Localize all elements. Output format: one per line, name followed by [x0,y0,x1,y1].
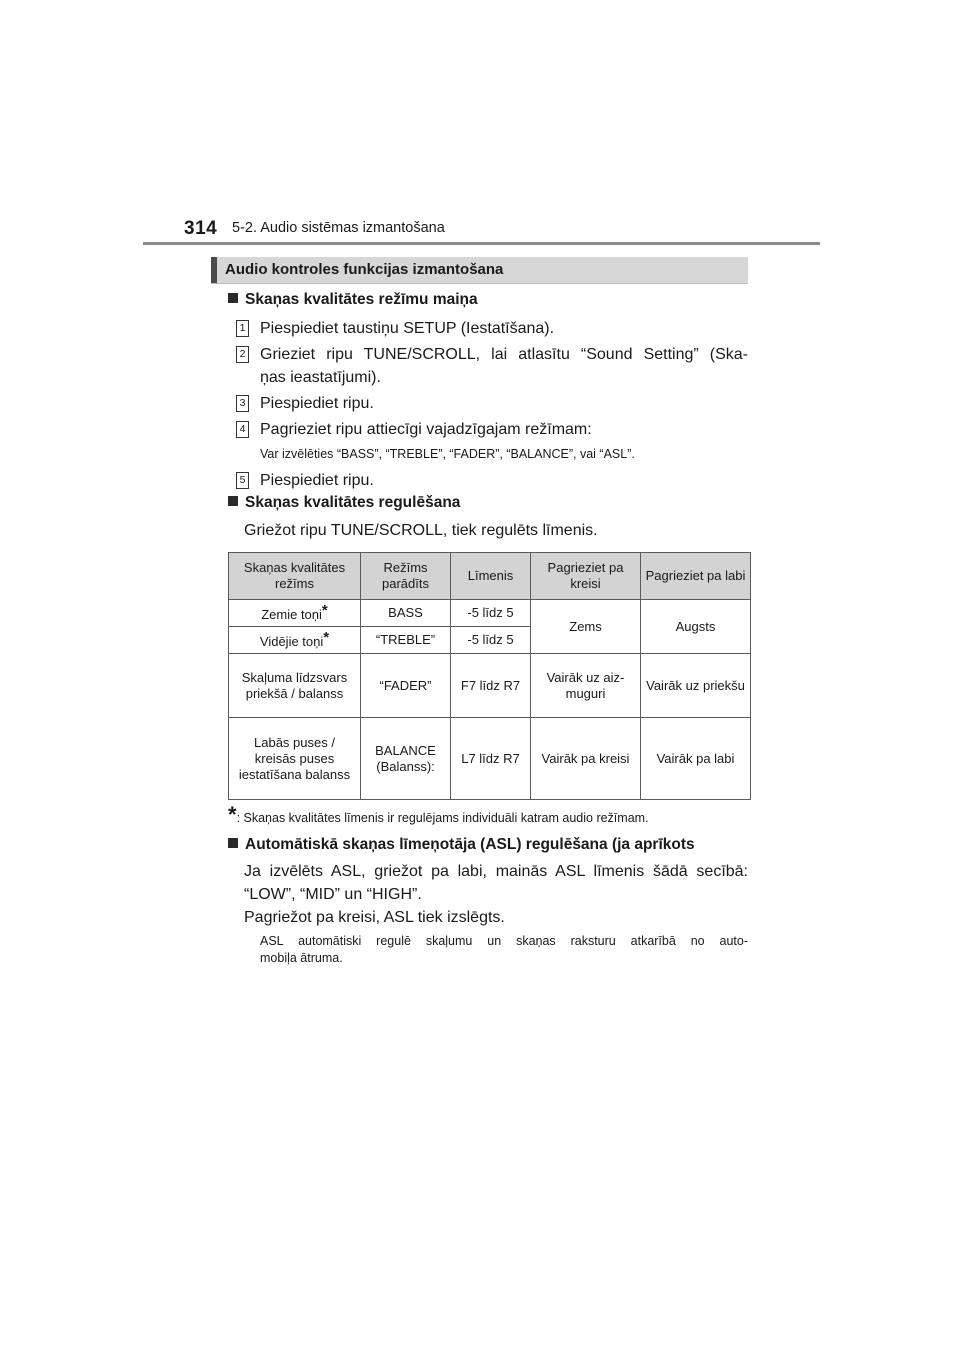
asl-note-line2: mobiļa ātruma. [260,951,343,965]
table-footnote [228,802,649,827]
asl-heading-text: Automātiskā skaņas līmeņotāja (ASL) regulēšana (ja aprīkots [245,836,695,853]
sound-mode-heading [228,291,478,309]
step-number-5: 5 [236,472,249,489]
cell-display: BALANCE (Balanss): [361,718,451,800]
asl-text-line1: Ja izvēlēts ASL, griežot pa labi, mainās ASL līmenis šādā secībā: [244,863,748,880]
adjust-heading-text: Skaņas kvalitātes regulēšana [245,494,461,511]
step-4-text: Pagrieziet ripu attiecīgi vajadzīgajam režīmam: [260,421,592,438]
cell-right: Vairāk pa labi [641,718,751,800]
cell-left: Vairāk uz aiz-muguri [531,654,641,718]
cell-right: Augsts [641,600,751,654]
square-bullet-icon [228,496,238,506]
table-header-row [229,553,751,600]
step-1-text: Piespiediet taustiņu SETUP (Iestatīšana). [260,320,555,337]
running-head: 5-2. Audio sistēmas izmantošana [232,220,445,236]
header-turn-left: Pagrieziet pa kreisi [531,553,641,600]
cell-level: F7 līdz R7 [451,654,531,718]
step-number-3: 3 [236,395,249,412]
section-title-bar [211,257,748,284]
cell-mode: Skaļuma līdzsvars priekšā / balanss [229,654,361,718]
cell-left: Vairāk pa kreisi [531,718,641,800]
header-level: Līmenis [451,553,531,600]
cell-left: Zems [531,600,641,654]
asl-note-line1: ASL automātiski regulē skaļumu un skaņas raksturu atkarībā no auto- [260,934,748,948]
footnote-star: * [323,629,330,646]
table-row [229,718,751,800]
step-number-2: 2 [236,346,249,363]
cell-right: Vairāk uz priekšu [641,654,751,718]
footnote-star: * [321,602,328,619]
mode-options-note: Var izvēlēties “BASS”, “TREBLE”, “FADER”, “BALANCE”, vai “ASL”. [260,447,635,461]
step-5-text: Piespiediet ripu. [260,472,374,489]
header-turn-right: Pagrieziet pa labi [641,553,751,600]
asl-text-line3: Pagriežot pa kreisi, ASL tiek izslēgts. [244,909,505,926]
step-2-text-line2: ņas ieastatījumi). [260,369,381,386]
section-title-accent [211,257,217,283]
page-number: 314 [184,218,218,239]
adjust-heading [228,494,460,512]
cell-display: BASS [361,600,451,627]
step-number-4: 4 [236,421,249,438]
header-rule [143,242,820,245]
cell-display: “TREBLE” [361,627,451,654]
cell-display: “FADER” [361,654,451,718]
sound-settings-table [228,552,751,800]
cell-mode: Vidējie toņi* [229,627,361,654]
cell-mode: Zemie toņi* [229,600,361,627]
step-3-text: Piespiediet ripu. [260,395,374,412]
square-bullet-icon [228,293,238,303]
step-2-text-line1: Grieziet ripu TUNE/SCROLL, lai atlasītu “Sound Setting” (Ska- [260,346,748,363]
table-row [229,600,751,627]
adjust-text: Griežot ripu TUNE/SCROLL, tiek regulēts līmenis. [244,522,598,539]
sound-mode-heading-text: Skaņas kvalitātes režīmu maiņa [245,291,478,308]
footnote-star: * [228,802,237,827]
cell-level: -5 līdz 5 [451,627,531,654]
square-bullet-icon [228,838,238,848]
cell-level: -5 līdz 5 [451,600,531,627]
table-row [229,654,751,718]
cell-mode: Labās puses / kreisās puses iestatīšana balanss [229,718,361,800]
asl-heading [228,836,695,854]
asl-text-line2: “LOW”, “MID” un “HIGH”. [244,886,422,903]
footnote-text: : Skaņas kvalitātes līmenis ir regulējams individuāli katram audio režīmam. [236,811,649,825]
section-title: Audio kontroles funkcijas izmantošana [225,261,504,278]
header-mode-display: Režīms parādīts [361,553,451,600]
header-sound-mode: Skaņas kvalitātes režīms [229,553,361,600]
cell-level: L7 līdz R7 [451,718,531,800]
step-number-1: 1 [236,320,249,337]
